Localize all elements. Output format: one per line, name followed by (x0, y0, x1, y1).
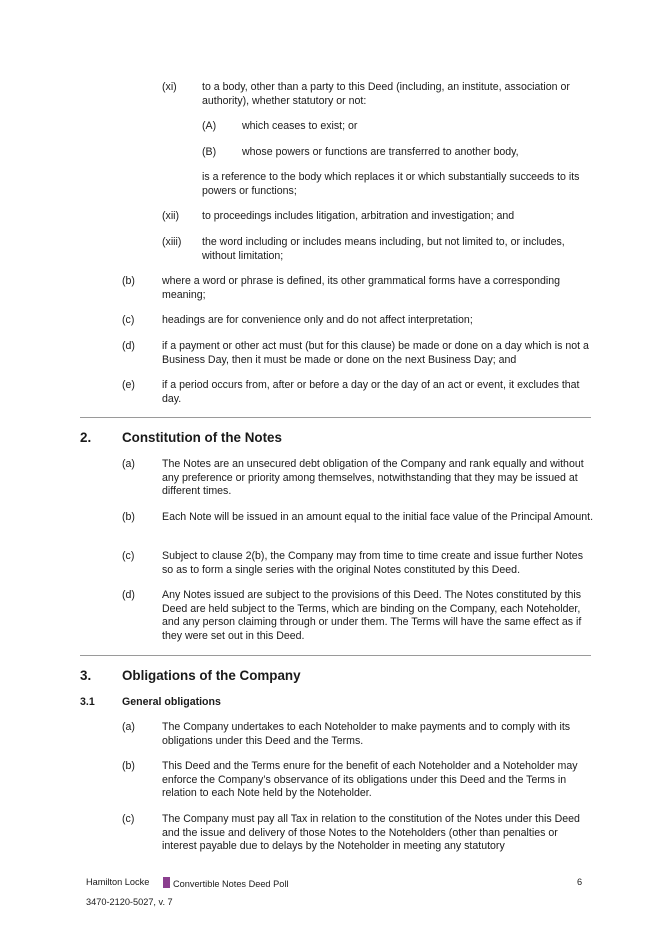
item-text: if a payment or other act must (but for this clause) be made or done on a day which is not a Business Day, then it must be made or done on the next Business Day; and (162, 340, 589, 366)
item-text: The Company must pay all Tax in relation to the constitution of the Notes under this Deed and the issue and delivery of those Notes to the Noteholders (other than penalties or interest payable due to delays by the Noteholder in meeting any statutory (162, 813, 580, 853)
item-text: to proceedings includes litigation, arbitration and investigation; and (202, 210, 515, 222)
footer-title-text: Convertible Notes Deed Poll (173, 879, 289, 889)
item-number: (d) (122, 589, 135, 601)
item-number: (c) (122, 813, 135, 825)
item-number: (a) (122, 458, 135, 470)
item-text: to a body, other than a party to this Deed (including, an institute, association or authority), whether statutory or not: (202, 81, 570, 107)
item-number: (xii) (162, 210, 180, 222)
footer-firm: Hamilton Locke (86, 877, 150, 887)
item-number: (a) (122, 721, 135, 733)
item-text: where a word or phrase is defined, its other grammatical forms have a corresponding meaning; (162, 275, 561, 301)
footer-title (163, 877, 288, 890)
item-number: (c) (122, 550, 135, 562)
subsection-number: 3.1 (80, 696, 95, 708)
page-number: 6 (577, 877, 583, 887)
section-divider (80, 417, 591, 418)
item-text: the word including or includes means including, but not limited to, or includes, without limitation; (202, 236, 565, 262)
item-text: The Notes are an unsecured debt obligation of the Company and rank equally and without any preference or priority among themselves, notwithstanding that they may be issued at different times. (162, 458, 584, 498)
document-reference: 3470-2120-5027, v. 7 (86, 897, 173, 907)
item-number: (A) (202, 120, 217, 132)
section-number: 2. (80, 430, 92, 445)
section-number: 3. (80, 668, 92, 683)
item-number: (d) (122, 340, 135, 352)
item-number: (c) (122, 314, 135, 326)
item-number: (b) (122, 760, 135, 772)
subsection-heading: General obligations (122, 696, 221, 708)
item-text: Each Note will be issued in an amount equal to the initial face value of the Principal Amount. (162, 511, 594, 523)
item-text: Subject to clause 2(b), the Company may from time to time create and issue further Notes so as to form a single series with the original Notes constituted by this Deed. (162, 550, 583, 576)
section-heading: Constitution of the Notes (122, 430, 282, 445)
item-number: (xi) (162, 81, 177, 93)
section-heading: Obligations of the Company (122, 668, 301, 683)
item-number: (b) (122, 275, 135, 287)
item-number: (B) (202, 146, 217, 158)
item-text: The Company undertakes to each Noteholder to make payments and to comply with its obligations under this Deed and the Terms. (162, 721, 571, 747)
item-text: Any Notes issued are subject to the provisions of this Deed. The Notes constituted by this Deed are held subject to the Terms, which are binding on the Company, each Noteholder, and any person claiming through or under them. The Terms will have the same effect as if they were set out in this Deed. (162, 589, 582, 642)
item-number: (b) (122, 511, 135, 523)
item-continuation: is a reference to the body which replaces it or which substantially succeeds to its powers or functions; (202, 171, 580, 197)
section-divider (80, 655, 591, 656)
item-text: whose powers or functions are transferred to another body, (242, 146, 519, 158)
brand-mark-icon (163, 877, 170, 888)
item-text: headings are for convenience only and do not affect interpretation; (162, 314, 473, 326)
item-text: which ceases to exist; or (242, 120, 358, 132)
item-text: if a period occurs from, after or before a day or the day of an act or event, it excludes that day. (162, 379, 580, 405)
item-number: (xiii) (162, 236, 182, 248)
item-number: (e) (122, 379, 135, 391)
item-text: This Deed and the Terms enure for the benefit of each Noteholder and a Noteholder may enforce the Company’s observance of its obligations under this Deed and the Terms in relation to each Note held by the Noteholder. (162, 760, 578, 800)
